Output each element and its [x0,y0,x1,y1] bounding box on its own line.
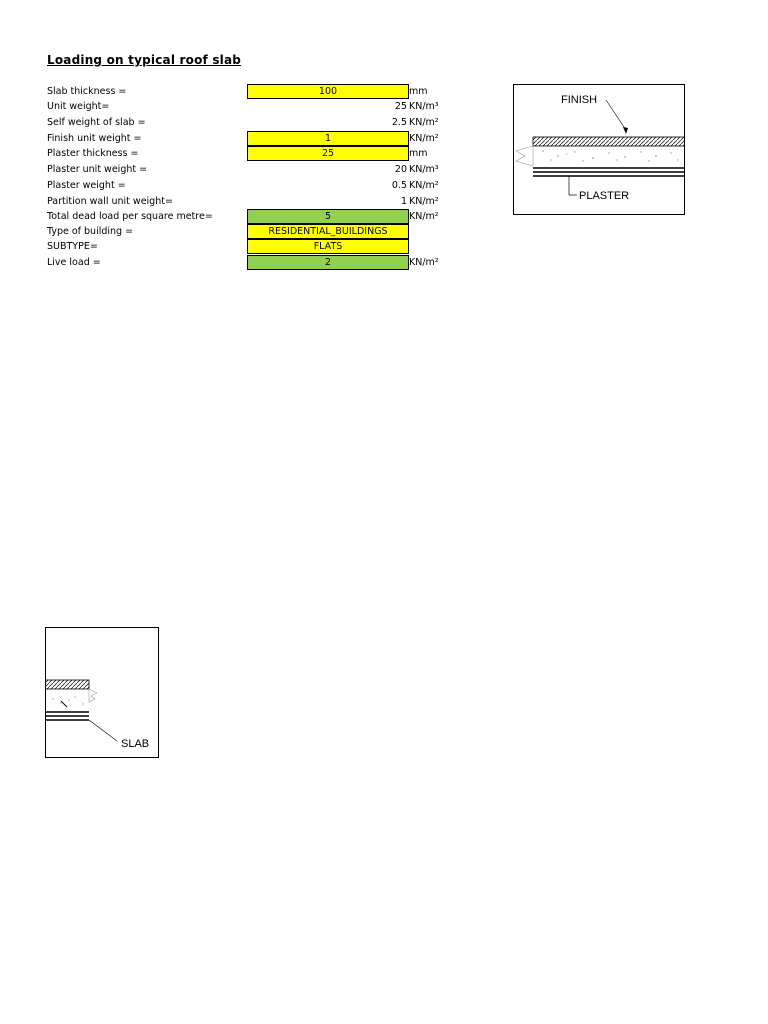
row-label: Plaster unit weight = [47,164,148,175]
table-row [47,84,447,99]
computed-cell: 5 [247,209,409,224]
row-label: Slab thickness = [47,86,127,97]
row-value: 1 [400,196,407,207]
row-label: Live load = [47,257,101,268]
table-row [47,131,447,146]
slab-label: SLAB [121,738,150,750]
input-cell[interactable]: 100 [247,84,409,99]
table-row [47,178,447,193]
row-unit: mm [409,148,428,159]
input-cell[interactable]: RESIDENTIAL_BUILDINGS [247,224,409,239]
row-label: Partition wall unit weight= [47,196,173,207]
table-row [47,194,447,209]
table-row [47,115,447,130]
table-row [47,146,447,161]
row-unit: KN/m² [409,180,439,191]
input-cell[interactable]: 1 [247,131,409,146]
row-unit: KN/m² [409,117,439,128]
row-unit: KN/m² [409,211,439,222]
finish-plaster-diagram [513,84,685,216]
slab-diagram [45,627,161,759]
page-title: Loading on typical roof slab [47,53,242,67]
row-value: 25 [394,101,407,112]
row-label: SUBTYPE= [47,241,98,252]
plaster-label: PLASTER [579,190,630,202]
row-label: Type of building = [47,226,134,237]
table-row [47,209,447,224]
row-label: Plaster weight = [47,180,126,191]
finish-label: FINISH [561,94,598,106]
row-unit: KN/m² [409,133,439,144]
table-row [47,224,447,239]
row-unit: KN/m³ [409,164,439,175]
input-cell[interactable]: FLATS [247,239,409,254]
row-value: 0.5 [391,180,407,191]
table-row [47,239,447,254]
row-label: Total dead load per square metre= [47,211,213,222]
row-label: Finish unit weight = [47,133,142,144]
row-value: 2.5 [391,117,407,128]
table-row [47,162,447,177]
row-unit: KN/m² [409,196,439,207]
row-unit: KN/m² [409,257,439,268]
row-unit: KN/m³ [409,101,439,112]
row-value: 20 [394,164,407,175]
input-cell[interactable]: 25 [247,146,409,161]
row-label: Self weight of slab = [47,117,146,128]
computed-cell: 2 [247,255,409,270]
row-unit: mm [409,86,428,97]
row-label: Unit weight= [47,101,110,112]
table-row [47,255,447,270]
row-label: Plaster thickness = [47,148,139,159]
table-row [47,99,447,114]
